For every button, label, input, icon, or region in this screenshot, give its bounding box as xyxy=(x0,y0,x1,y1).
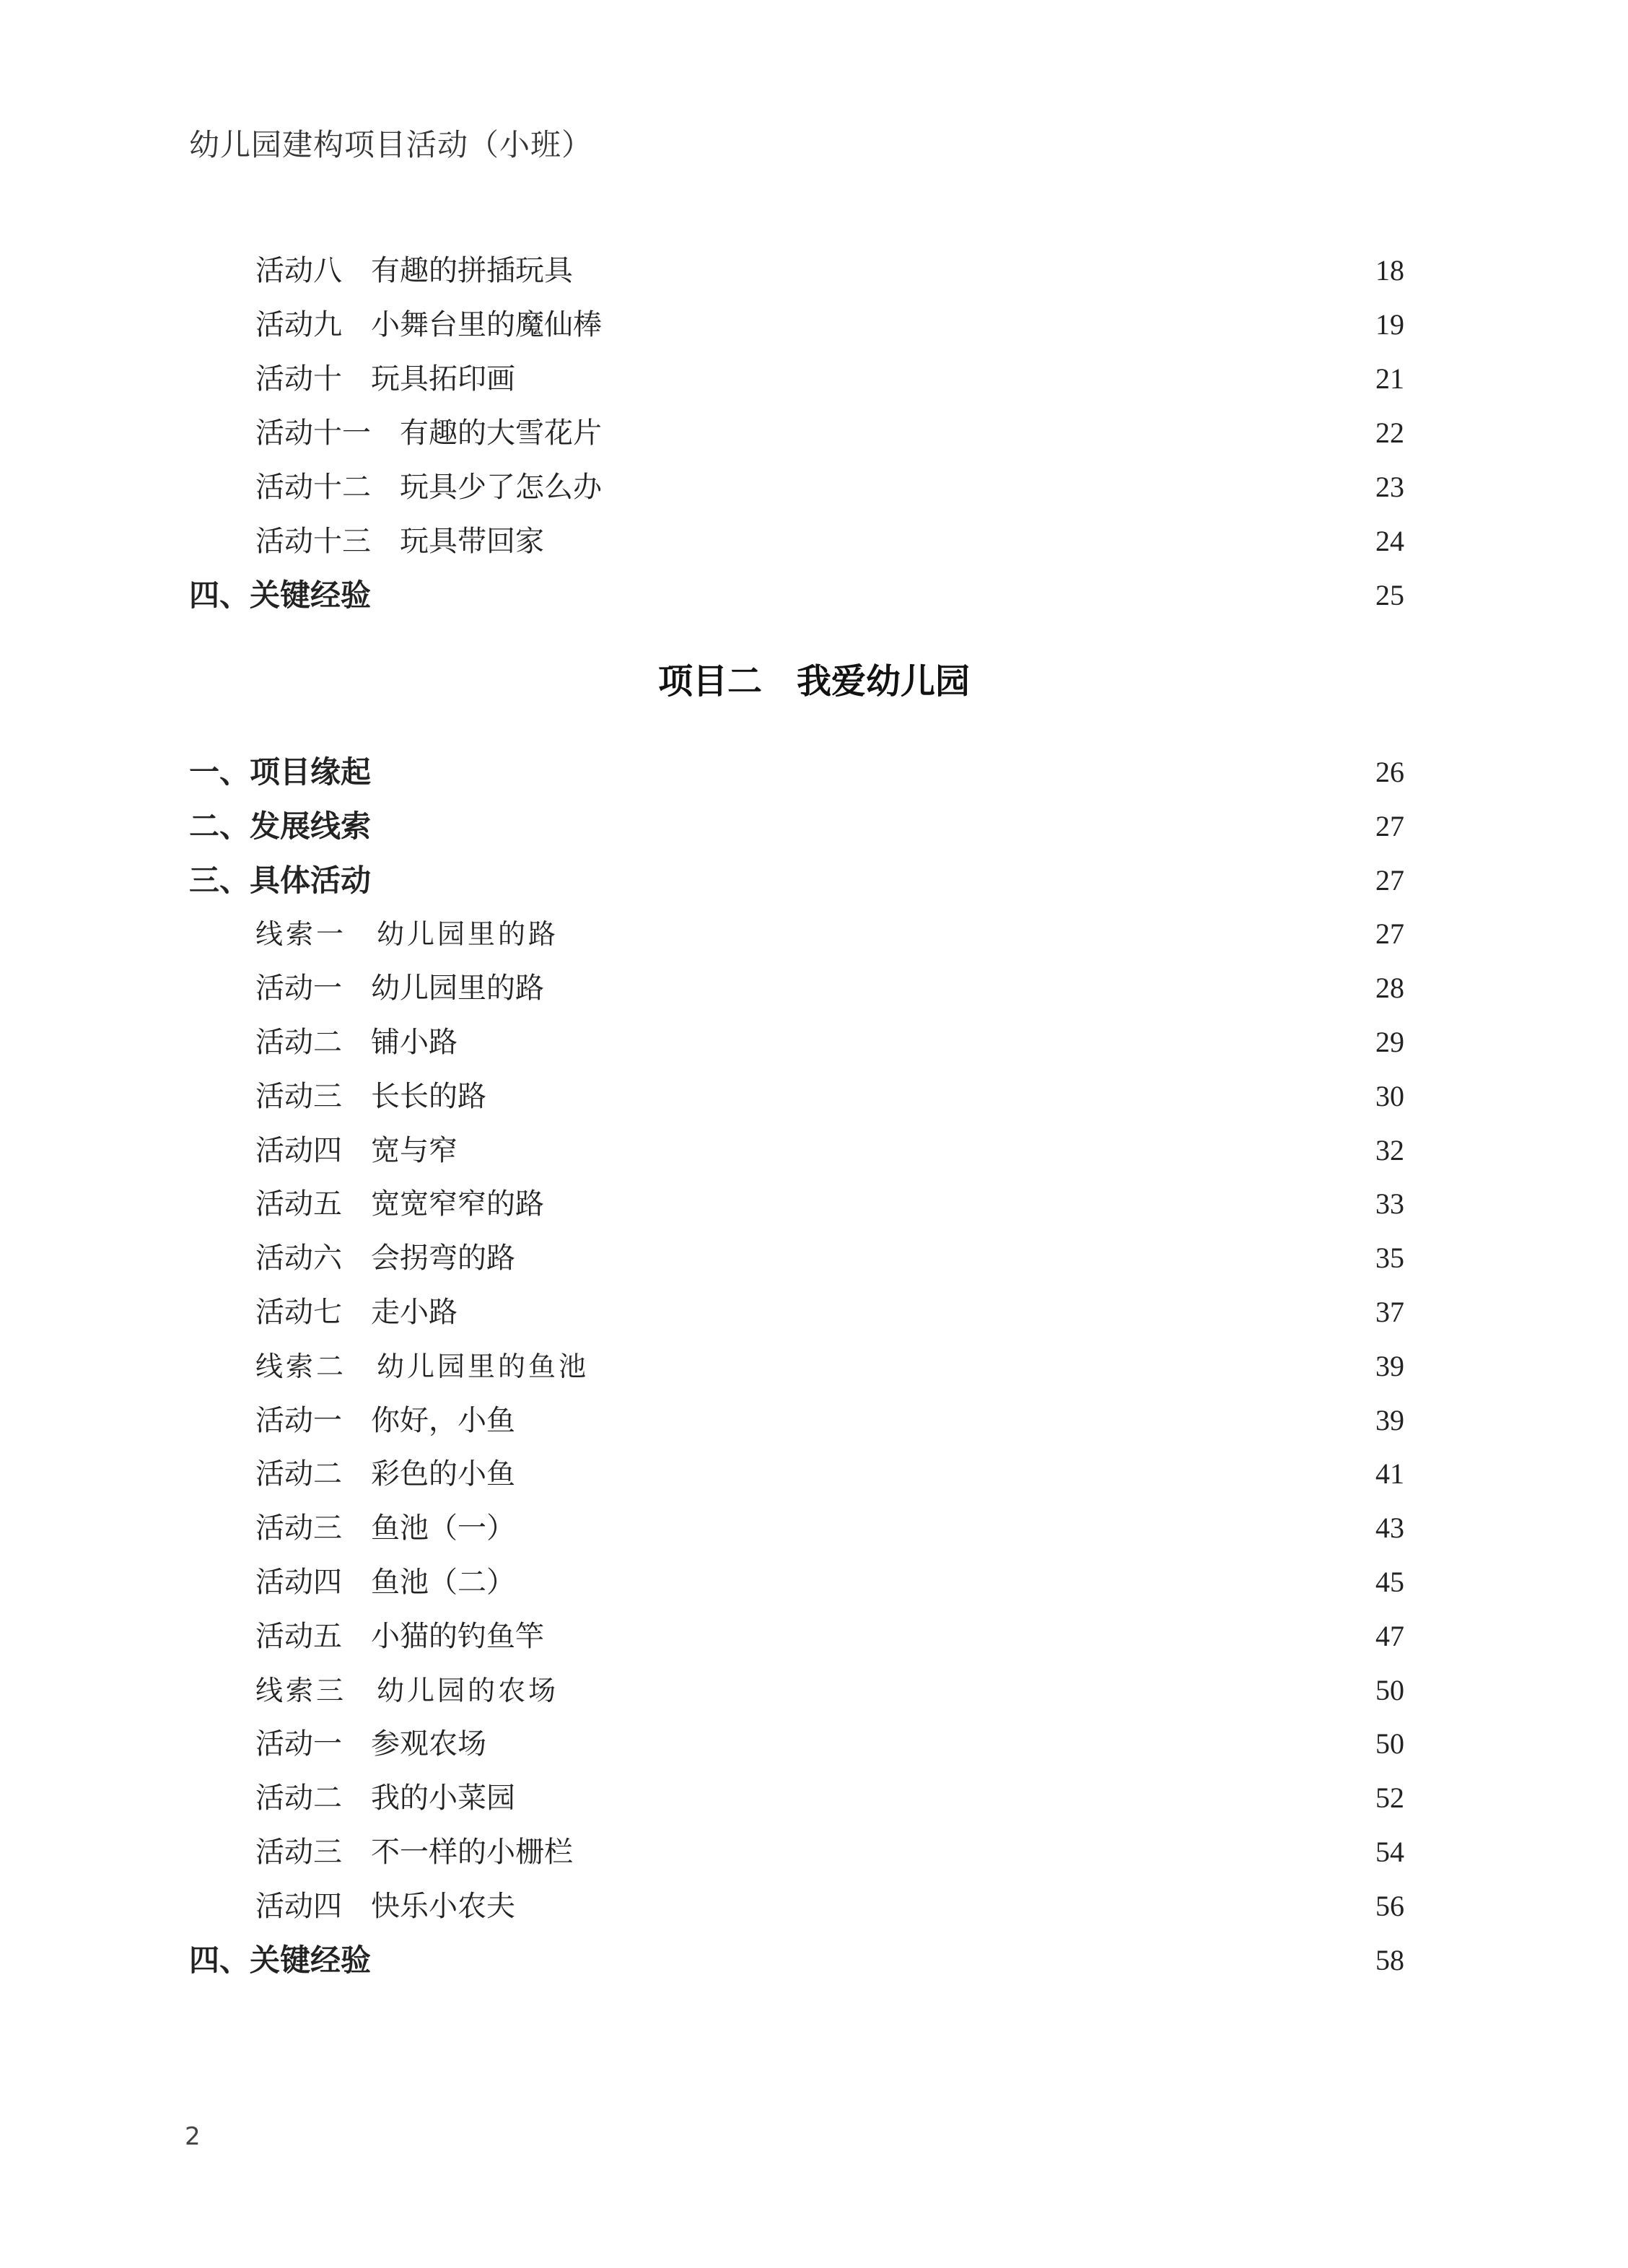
toc-entry-page-number: 21 xyxy=(1375,362,1404,395)
toc-entry-label: 活动四 宽与窄 xyxy=(255,1133,458,1167)
toc-entry-label: 活动十三 玩具带回家 xyxy=(255,525,544,558)
toc-entry-page-number: 52 xyxy=(1375,1781,1404,1815)
toc-entry-activity[interactable] xyxy=(0,1237,1628,1280)
running-header: 幼儿园建构项目活动（小班） xyxy=(189,127,593,162)
toc-entry-label: 活动十二 玩具少了怎么办 xyxy=(255,471,602,504)
toc-entry-label: 活动四 鱼池（二） xyxy=(255,1566,515,1599)
toc-entry-page-number: 54 xyxy=(1375,1836,1404,1868)
toc-entry-activity[interactable] xyxy=(0,1722,1628,1766)
toc-entry-page-number: 19 xyxy=(1375,308,1404,341)
toc-entry-label: 活动十一 有趣的大雪花片 xyxy=(255,416,602,450)
toc-entry-page-number: 26 xyxy=(1375,756,1404,788)
toc-entry-label: 活动二 彩色的小鱼 xyxy=(255,1457,515,1491)
toc-entry-activity[interactable] xyxy=(0,1831,1628,1874)
toc-entry-activity[interactable] xyxy=(0,1885,1628,1928)
toc-entry-activity[interactable] xyxy=(0,1452,1628,1496)
toc-entry-label: 二、发展线索 xyxy=(189,808,372,844)
toc-entry-page-number: 27 xyxy=(1375,863,1404,897)
toc-entry-page-number: 45 xyxy=(1375,1566,1404,1598)
toc-entry-activity[interactable] xyxy=(0,1291,1628,1334)
project-two-title: 项目二 我爱幼儿园 xyxy=(657,661,970,702)
toc-entry-label: 线索三 幼儿园的农场 xyxy=(255,1674,559,1706)
toc-entry-label: 活动五 宽宽窄窄的路 xyxy=(255,1187,544,1221)
toc-entry-activity[interactable] xyxy=(0,1182,1628,1226)
toc-entry-activity[interactable] xyxy=(0,411,1628,455)
toc-entry-page-number: 22 xyxy=(1375,416,1404,449)
toc-entry-section[interactable] xyxy=(0,805,1628,848)
toc-entry-activity[interactable] xyxy=(0,1399,1628,1442)
toc-entry-clue[interactable] xyxy=(0,912,1628,956)
toc-entry-label: 活动一 幼儿园里的路 xyxy=(255,972,544,1006)
toc-entry-activity[interactable] xyxy=(0,1075,1628,1118)
toc-entry-label: 线索一 幼儿园里的路 xyxy=(255,918,559,951)
toc-entry-page-number: 28 xyxy=(1375,972,1404,1005)
toc-entry-page-number: 50 xyxy=(1375,1673,1404,1706)
toc-entry-page-number: 56 xyxy=(1375,1889,1404,1922)
toc-entry-activity[interactable] xyxy=(0,1021,1628,1064)
toc-entry-label: 活动五 小猫的钓鱼竿 xyxy=(255,1619,544,1653)
toc-entry-label: 活动一 参观农场 xyxy=(255,1727,486,1761)
toc-entry-label: 活动三 鱼池（一） xyxy=(255,1512,515,1545)
toc-entry-page-number: 23 xyxy=(1375,471,1404,503)
toc-entry-page-number: 39 xyxy=(1375,1403,1404,1436)
toc-entry-page-number: 41 xyxy=(1375,1457,1404,1491)
toc-entry-activity[interactable] xyxy=(0,1129,1628,1172)
toc-entry-page-number: 58 xyxy=(1375,1943,1404,1976)
toc-entry-activity[interactable] xyxy=(0,967,1628,1010)
toc-entry-label: 活动二 我的小菜园 xyxy=(255,1781,515,1815)
toc-entry-activity[interactable] xyxy=(0,466,1628,509)
toc-entry-activity[interactable] xyxy=(0,520,1628,563)
toc-entry-section[interactable] xyxy=(0,859,1628,902)
toc-entry-label: 三、具体活动 xyxy=(189,862,372,898)
toc-entry-label: 活动八 有趣的拼插玩具 xyxy=(255,254,573,287)
toc-entry-page-number: 43 xyxy=(1375,1512,1404,1545)
toc-entry-page-number: 50 xyxy=(1375,1727,1404,1761)
toc-entry-page-number: 32 xyxy=(1375,1133,1404,1166)
toc-entry-section[interactable] xyxy=(0,1939,1628,1982)
toc-entry-activity[interactable] xyxy=(0,1561,1628,1604)
toc-entry-activity[interactable] xyxy=(0,303,1628,346)
page-number: 2 xyxy=(185,2122,201,2151)
toc-entry-activity[interactable] xyxy=(0,1776,1628,1820)
toc-entry-label: 活动二 铺小路 xyxy=(255,1026,458,1059)
toc-entry-page-number: 33 xyxy=(1375,1187,1404,1221)
toc-entry-page-number: 39 xyxy=(1375,1349,1404,1382)
toc-entry-label: 一、项目缘起 xyxy=(189,754,372,790)
toc-entry-clue[interactable] xyxy=(0,1669,1628,1712)
toc-entry-label: 活动四 快乐小农夫 xyxy=(255,1889,515,1923)
toc-entry-label: 活动三 长长的路 xyxy=(255,1079,486,1113)
toc-entry-label: 四、关键经验 xyxy=(189,577,372,613)
toc-entry-label: 活动六 会拐弯的路 xyxy=(255,1242,515,1275)
toc-entry-activity[interactable] xyxy=(0,357,1628,401)
toc-entry-label: 四、关键经验 xyxy=(189,1942,372,1978)
toc-entry-label: 线索二 幼儿园里的鱼池 xyxy=(255,1350,590,1382)
toc-entry-page-number: 18 xyxy=(1375,254,1404,287)
toc-entry-label: 活动三 不一样的小栅栏 xyxy=(255,1836,573,1869)
toc-entry-label: 活动十 玩具拓印画 xyxy=(255,362,515,396)
toc-entry-page-number: 24 xyxy=(1375,525,1404,557)
toc-entry-label: 活动九 小舞台里的魔仙棒 xyxy=(255,308,602,341)
toc-entry-page-number: 27 xyxy=(1375,809,1404,842)
toc-entry-page-number: 37 xyxy=(1375,1296,1404,1328)
toc-entry-activity[interactable] xyxy=(0,249,1628,292)
toc-entry-label: 活动一 你好，小鱼 xyxy=(255,1403,515,1437)
toc-entry-page-number: 25 xyxy=(1375,579,1404,611)
toc-entry-label: 活动七 走小路 xyxy=(255,1296,458,1329)
toc-entry-page-number: 29 xyxy=(1375,1026,1404,1058)
toc-entry-activity[interactable] xyxy=(0,1615,1628,1658)
toc-entry-section[interactable] xyxy=(0,574,1628,617)
toc-entry-activity[interactable] xyxy=(0,1506,1628,1550)
toc-entry-page-number: 27 xyxy=(1375,917,1404,951)
toc-entry-page-number: 35 xyxy=(1375,1242,1404,1275)
toc-entry-section[interactable] xyxy=(0,751,1628,794)
toc-entry-page-number: 47 xyxy=(1375,1619,1404,1652)
toc-entry-page-number: 30 xyxy=(1375,1079,1404,1112)
toc-entry-clue[interactable] xyxy=(0,1345,1628,1388)
